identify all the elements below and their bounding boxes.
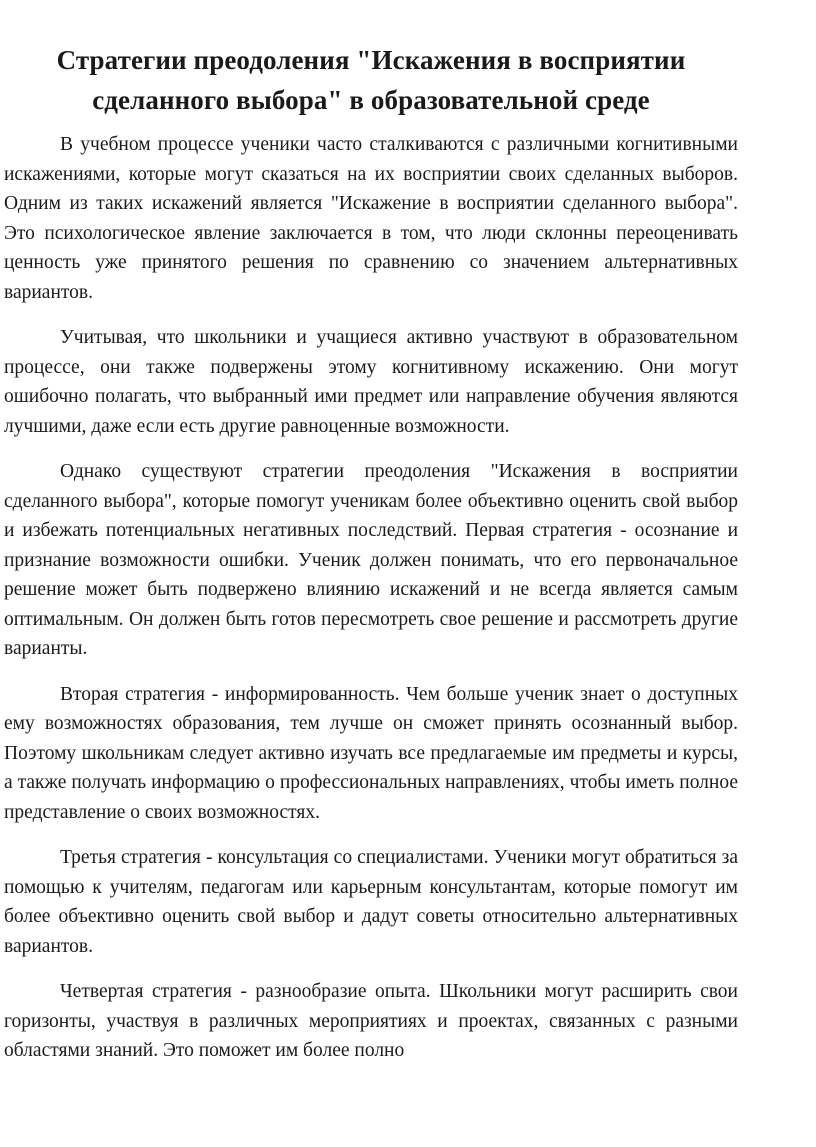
paragraph-5: Третья стратегия - консультация со специалистами. Ученики могут обратиться за помощью к учителям, педагогам или карьерным консультантам, которые помогут им более объективно оценить свой выбор и дадут советы относительно альтернативных вариантов. bbox=[4, 847, 738, 957]
paragraph-6: Четвертая стратегия - разнообразие опыта. Школьники могут расширить свои горизонты, участвуя в различных мероприятиях и проектах, связанных с разными областями знаний. Это поможет им более полно bbox=[4, 981, 738, 1061]
document-title: Стратегии преодоления "Искажения в восприятии сделанного выбора" в образовательной среде bbox=[56, 45, 686, 115]
paragraph-3: Однако существуют стратегии преодоления "Искажения в восприятии сделанного выбора", которые помогут ученикам более объективно оценить свой выбор и избежать потенциальных негативных последствий. Первая стратегия - осознание и признание возможности ошибки. Ученик должен понимать, что его первоначальное решение может быть подвержено влиянию искажений и не всегда является самым оптимальным. Он должен быть готов пересмотреть свое решение и рассмотреть другие варианты. bbox=[4, 461, 738, 659]
paragraph-2: Учитывая, что школьники и учащиеся активно участвуют в образовательном процессе, они также подвержены этому когнитивному искажению. Они могут ошибочно полагать, что выбранный ими предмет или направление обучения являются лучшими, даже если есть другие равноценные возможности. bbox=[4, 327, 738, 437]
paragraph-4: Вторая стратегия - информированность. Чем больше ученик знает о доступных ему возможностях образования, тем лучше он сможет принять осознанный выбор. Поэтому школьникам следует активно изучать все предлагаемые им предметы и курсы, а также получать информацию о профессиональных направлениях, чтобы иметь полное представление о своих возможностях. bbox=[4, 683, 738, 823]
paragraph-1: В учебном процессе ученики часто сталкиваются с различными когнитивными искажениями, которые могут сказаться на их восприятии своих сделанных выборов. Одним из таких искажений является "Искажение в восприятии сделанного выбора". Это психологическое явление заключается в том, что люди склонны переоценивать ценность уже принятого решения по сравнению со значением альтернативных вариантов. bbox=[4, 134, 738, 303]
